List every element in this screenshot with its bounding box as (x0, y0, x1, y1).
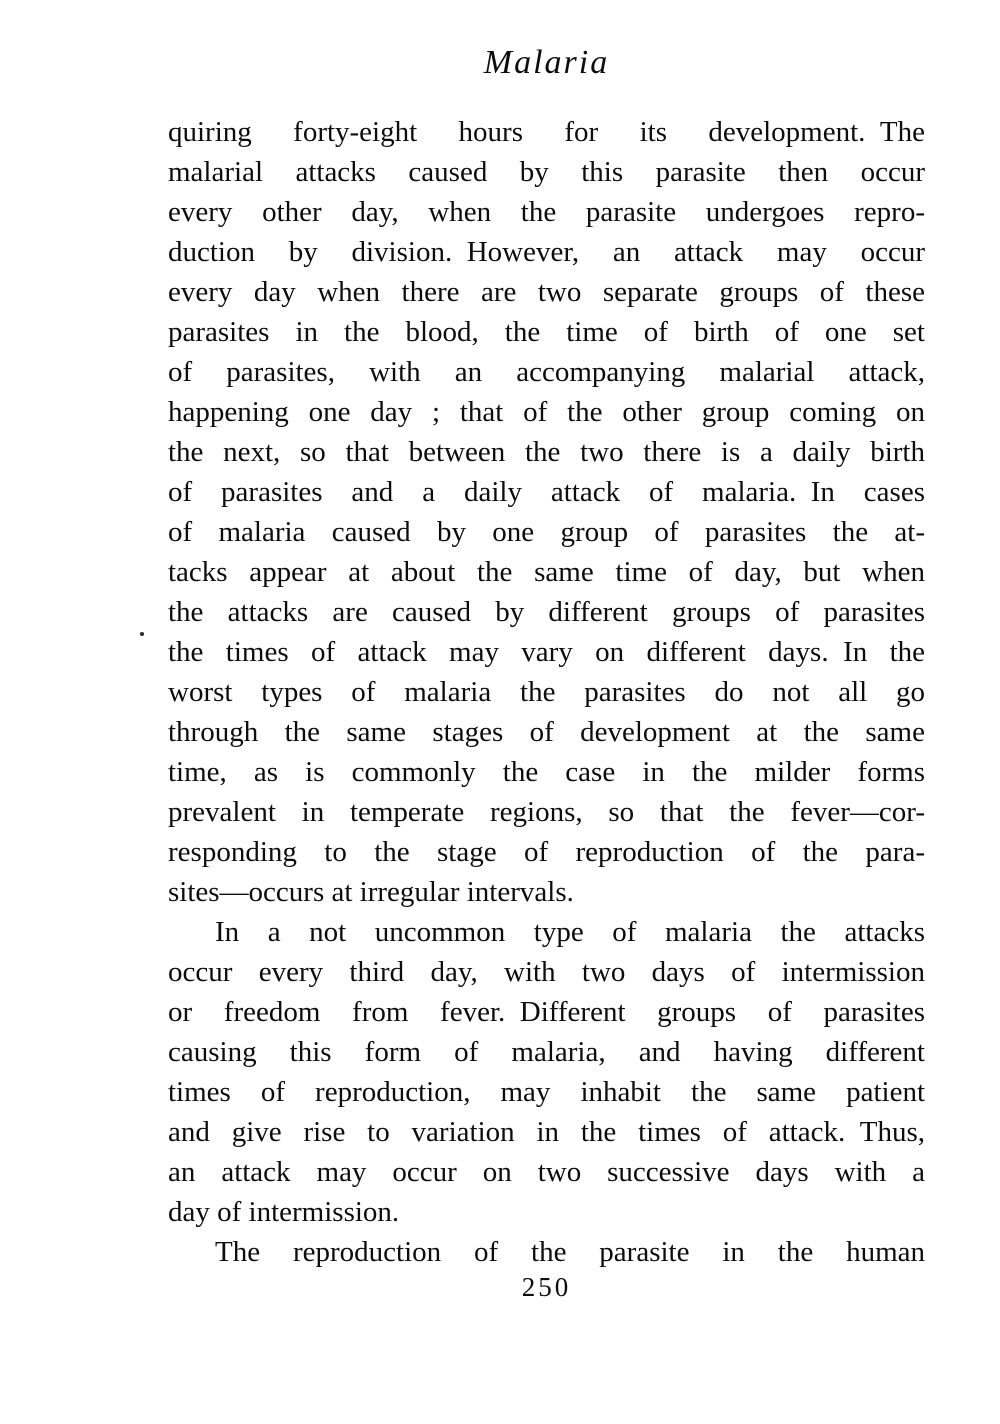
text-line: times of reproduction, may inhabit the same patient (168, 1076, 925, 1108)
text-line: sites—occurs at irregular intervals. (168, 876, 574, 908)
text-line: responding to the stage of reproduction of the para- (168, 836, 925, 868)
text-line: of parasites, with an accompanying malarial attack, (168, 356, 925, 388)
running-head-title: Malaria (483, 44, 610, 81)
text-line: an attack may occur on two successive days with a (168, 1156, 925, 1188)
text-line: the times of attack may vary on different days. In the (168, 636, 925, 668)
text-line: quiring forty-eight hours for its development. The (168, 116, 925, 148)
text-line: malarial attacks caused by this parasite then occur (168, 156, 925, 188)
text-line: the attacks are caused by different groups of parasites (168, 596, 925, 628)
text-line: causing this form of malaria, and having different (168, 1036, 925, 1068)
ink-speck (140, 632, 144, 636)
text-line: through the same stages of development at the same (168, 716, 925, 748)
text-line: tacks appear at about the same time of day, but when (168, 556, 925, 588)
text-line: day of intermission. (168, 1196, 400, 1228)
text-line: The reproduction of the parasite in the human (215, 1236, 925, 1268)
text-line: of parasites and a daily attack of malaria. In cases (168, 476, 925, 508)
text-line: every other day, when the parasite undergoes repro- (168, 196, 925, 228)
text-line: prevalent in temperate regions, so that the fever—cor- (168, 796, 925, 828)
body-text-block (168, 112, 925, 1272)
text-line: or freedom from fever. Different groups of parasites (168, 996, 925, 1028)
text-line: duction by division. However, an attack may occur (168, 236, 925, 268)
text-line: occur every third day, with two days of intermission (168, 956, 925, 988)
text-line: every day when there are two separate groups of these (168, 276, 925, 308)
text-line: and give rise to variation in the times of attack. Thus, (168, 1116, 925, 1148)
text-line: time, as is commonly the case in the milder forms (168, 756, 925, 788)
text-line: parasites in the blood, the time of birth of one set (168, 316, 925, 348)
text-line: In a not uncommon type of malaria the attacks (215, 916, 925, 948)
text-line: happening one day ; that of the other group coming on (168, 396, 925, 428)
text-line: worst types of malaria the parasites do not all go (168, 676, 925, 708)
text-line: the next, so that between the two there is a daily birth (168, 436, 925, 468)
text-line: of malaria caused by one group of parasites the at- (168, 516, 925, 548)
page-number: 250 (521, 1272, 572, 1302)
